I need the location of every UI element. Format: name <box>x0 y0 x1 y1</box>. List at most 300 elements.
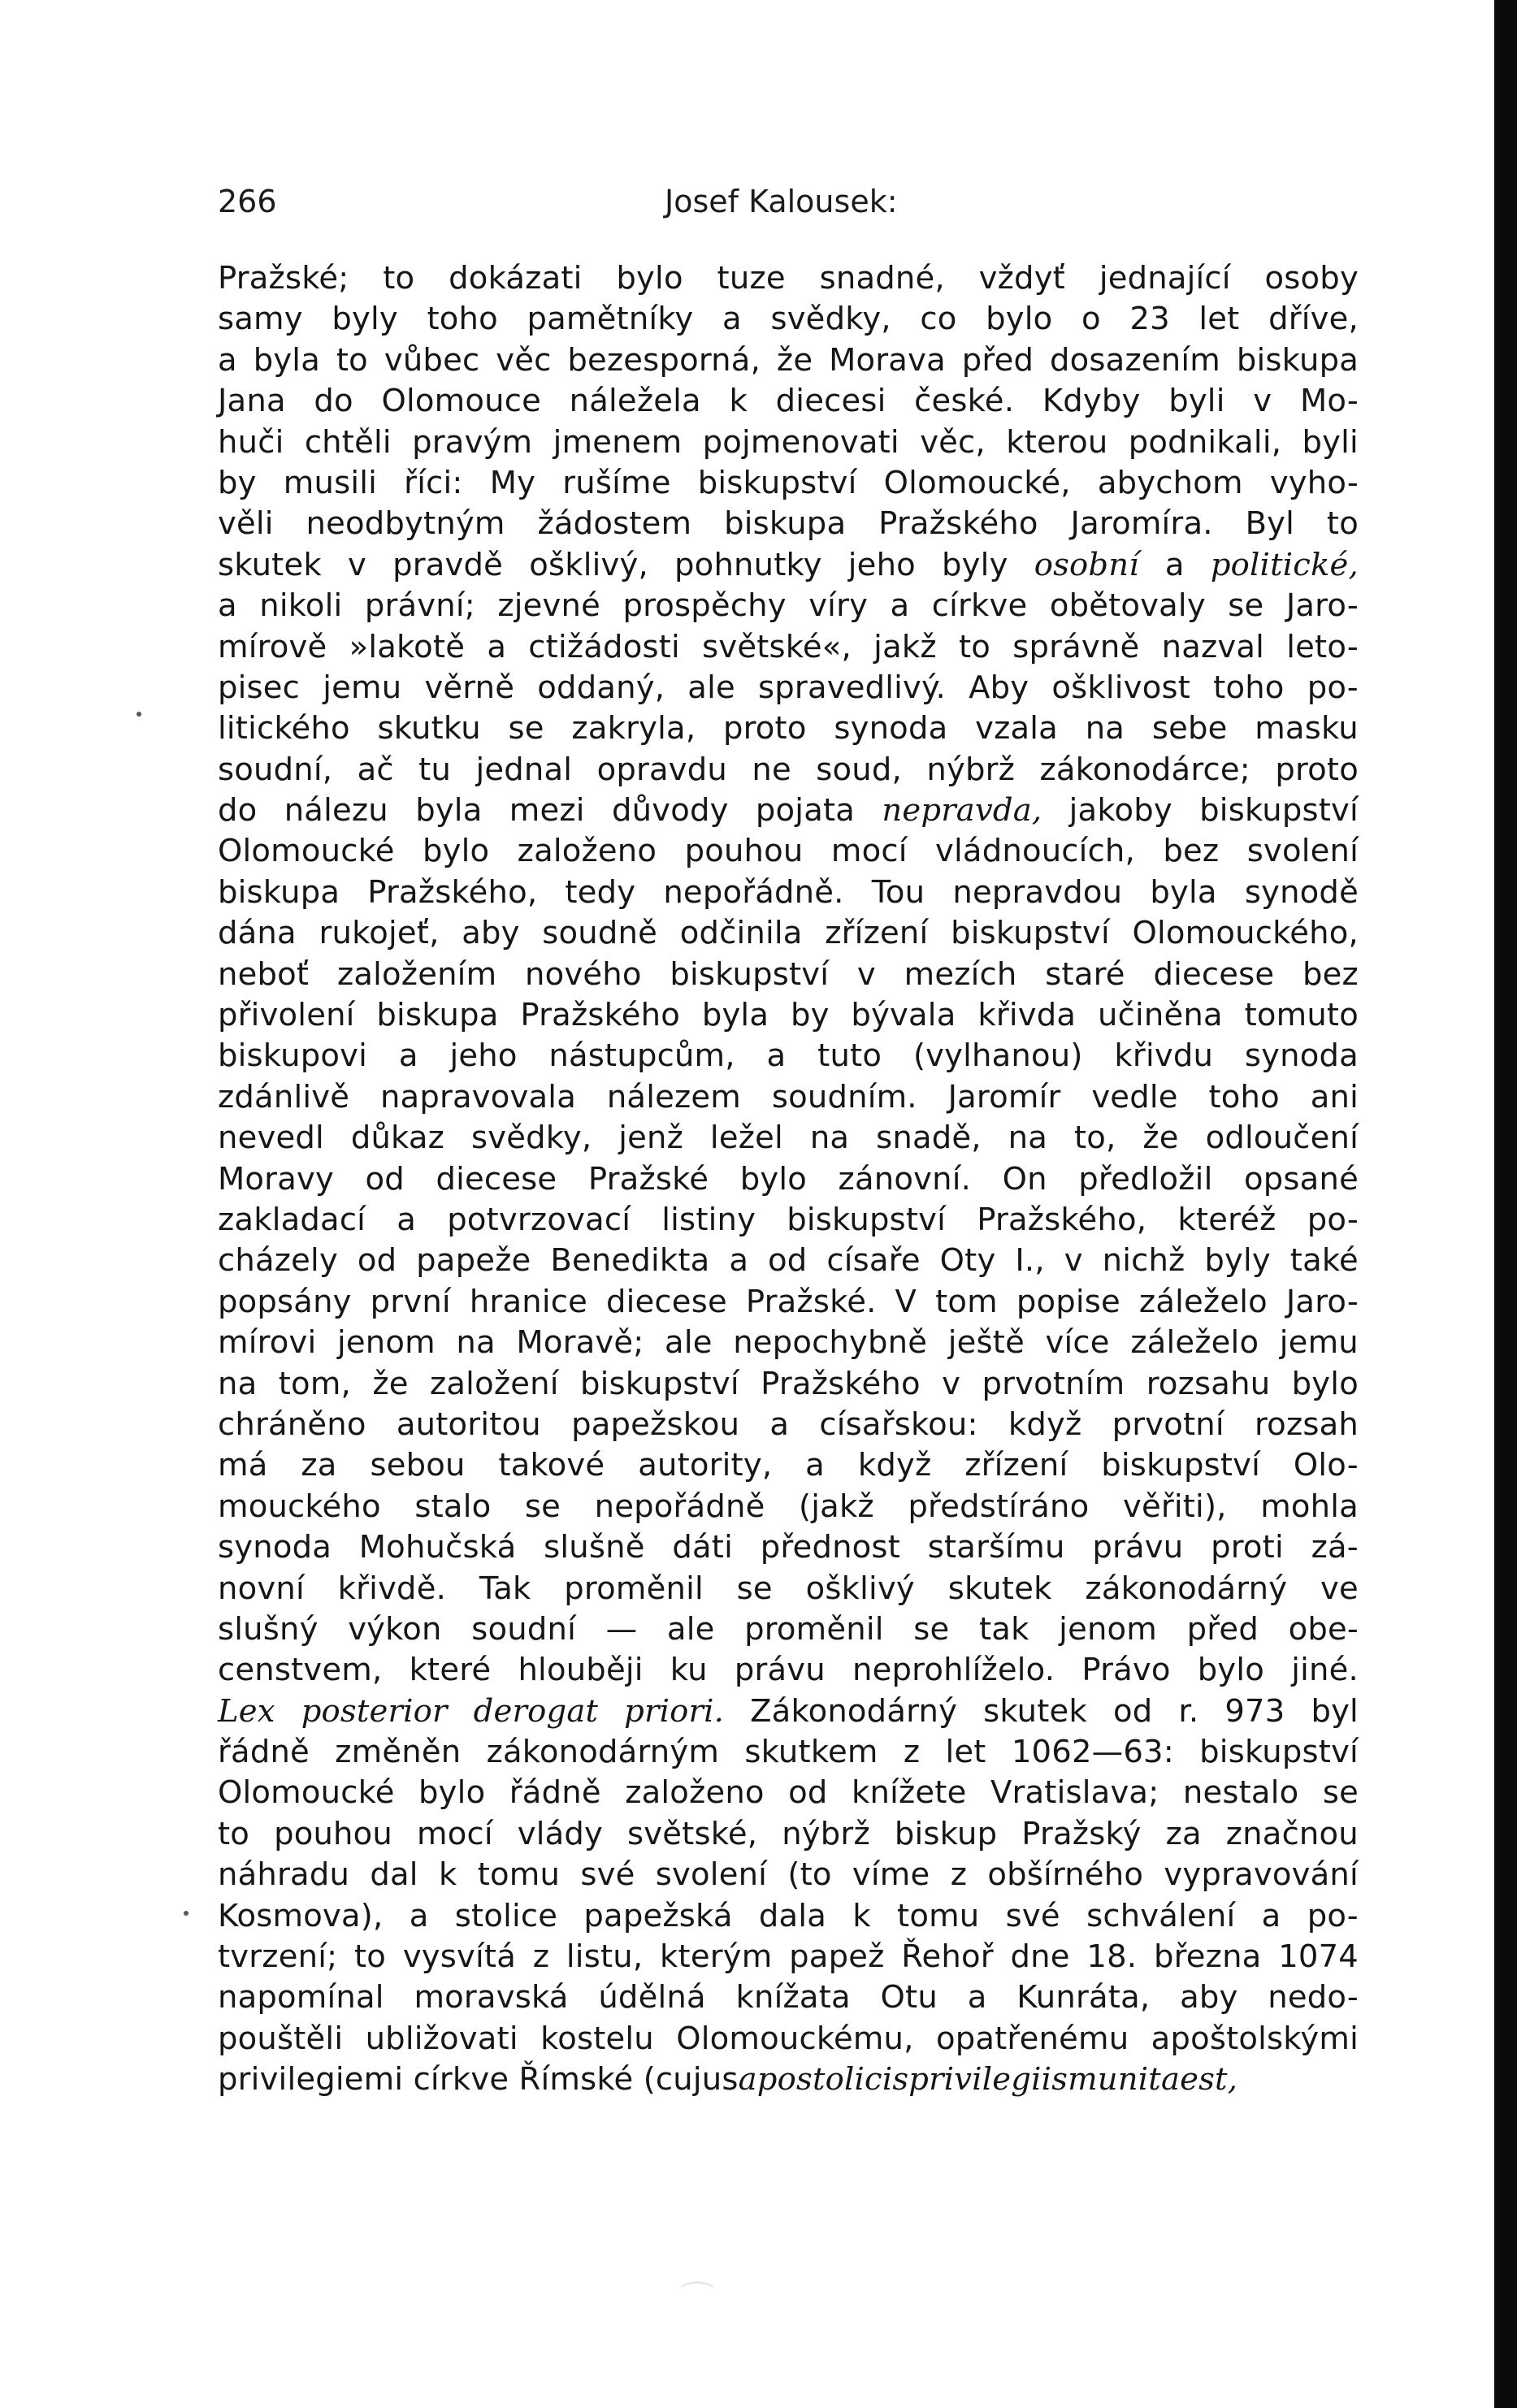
word: to <box>218 1815 250 1852</box>
word: vždyť <box>978 260 1065 297</box>
word: vysvítá <box>402 1938 517 1976</box>
word: soudní, <box>218 751 333 788</box>
word: Právo <box>1081 1652 1171 1689</box>
word: jmenem <box>553 423 683 461</box>
text-line <box>218 1487 1359 1527</box>
word: opatřenému <box>935 2020 1129 2057</box>
word: 23 <box>1129 301 1170 338</box>
word: české. <box>914 383 1015 420</box>
word: spravedlivý. <box>758 669 946 706</box>
word: zakryla, <box>571 710 696 747</box>
word: »lakotě <box>349 628 466 665</box>
word: když <box>857 1447 932 1484</box>
word: správně <box>1012 628 1140 665</box>
word: pamětníky <box>527 301 694 338</box>
text-line <box>218 463 1359 504</box>
italic-word: Lex <box>218 1692 275 1730</box>
word: a <box>398 1037 418 1075</box>
text-line <box>218 627 1359 668</box>
word: výkon <box>348 1610 442 1648</box>
word: v <box>856 955 876 993</box>
word: pravdě <box>392 546 504 583</box>
word: má <box>218 1447 268 1484</box>
word: byla <box>701 997 769 1034</box>
word: biskup <box>894 1815 998 1852</box>
word: neodbytným <box>306 505 505 543</box>
word: obšírného <box>987 1856 1144 1894</box>
word: a <box>890 587 910 625</box>
word: pohnutky <box>674 546 822 583</box>
word: pouhou <box>274 1815 393 1852</box>
word: popsány <box>218 1283 352 1320</box>
word: Olomoucké <box>218 1774 395 1812</box>
word: rušíme <box>562 464 671 501</box>
italic-word: politické, <box>1210 546 1359 583</box>
word: bývala <box>851 997 956 1034</box>
word: abychom <box>1097 464 1243 501</box>
word: a <box>769 1405 790 1443</box>
word: Olo- <box>1293 1447 1359 1484</box>
word: ale <box>665 1324 713 1362</box>
word: Pražského, <box>367 873 538 911</box>
word: osoby <box>1264 260 1359 297</box>
word: tedy <box>565 873 636 911</box>
text-line <box>218 1732 1359 1773</box>
word: Římské <box>518 2061 634 2098</box>
word: se <box>508 710 544 747</box>
word: Benedikta <box>550 1242 710 1280</box>
word: tu <box>418 751 452 788</box>
word: Pražský <box>1021 1815 1142 1852</box>
word: tuze <box>717 260 786 297</box>
margin-mark <box>137 712 141 717</box>
word: to <box>354 1938 387 1976</box>
word: nevedl <box>218 1120 324 1157</box>
word: byla <box>1150 873 1217 911</box>
word: jakž <box>873 628 937 665</box>
word: byly <box>332 301 398 338</box>
word: zákonodárce; <box>1039 751 1250 788</box>
word: jemu <box>323 669 402 706</box>
word: a <box>1261 1897 1281 1934</box>
word: Olomouckého, <box>1132 915 1359 952</box>
word: že <box>776 341 813 379</box>
word: to <box>383 260 415 297</box>
page-smudge <box>679 2281 715 2302</box>
word: biskupství <box>1101 1447 1261 1484</box>
word: rukojeť, <box>319 915 440 952</box>
word: vzala <box>975 710 1058 747</box>
word: odloučení <box>1205 1120 1359 1157</box>
word: toho <box>1208 1078 1280 1115</box>
word: Mohučská <box>358 1529 517 1566</box>
word: Tak <box>479 1570 531 1607</box>
word: značnou <box>1225 1815 1359 1852</box>
word: a <box>397 1201 417 1238</box>
word: že <box>1142 1120 1179 1157</box>
word: se <box>1228 587 1264 625</box>
word: svědky, <box>470 1120 592 1157</box>
word: ošklivý, <box>529 546 648 583</box>
word: věřiti), <box>1122 1488 1227 1525</box>
word: dokázati <box>449 260 583 297</box>
word: synodě <box>1244 873 1359 911</box>
word: ač <box>357 751 394 788</box>
word: a <box>1164 546 1185 583</box>
word: neprohlíželo. <box>852 1652 1055 1689</box>
word: proměnil <box>744 1610 884 1648</box>
word: 18. <box>1086 1938 1138 1976</box>
word: císařskou: <box>819 1405 978 1443</box>
word: by <box>218 464 257 501</box>
word: ku <box>670 1652 708 1689</box>
word: záleželo <box>1130 1324 1259 1362</box>
word: zřízení <box>964 1447 1068 1484</box>
word: V <box>895 1283 917 1320</box>
word: biskupa <box>724 505 847 543</box>
word: synoda <box>1244 1037 1359 1075</box>
word: byli <box>1302 423 1359 461</box>
word: Pražské. <box>745 1283 877 1320</box>
word: schválení <box>1086 1897 1236 1934</box>
word: bez <box>1163 833 1220 870</box>
word: císaře <box>826 1242 921 1280</box>
word: biskupství <box>580 1365 739 1402</box>
word: Mo- <box>1299 383 1359 420</box>
word: do <box>314 383 353 420</box>
word: bylo <box>418 1774 486 1812</box>
word: diecesi <box>775 383 886 420</box>
word: bylo <box>1291 1365 1359 1402</box>
word: stolice <box>454 1897 558 1934</box>
word: bylo <box>422 833 490 870</box>
word: a <box>967 1979 987 2016</box>
text-line <box>218 504 1359 544</box>
word: právu <box>734 1652 826 1689</box>
word: v <box>1253 383 1272 420</box>
scan-border-tick <box>1505 15 1517 19</box>
word: předstíráno <box>908 1488 1090 1525</box>
text-line <box>218 750 1359 790</box>
word: staršímu <box>927 1529 1065 1566</box>
word: Olomoucké, <box>883 464 1071 501</box>
word: Pražské; <box>218 260 349 297</box>
word: světské«, <box>702 628 852 665</box>
word: z <box>950 1856 968 1894</box>
word: moravská <box>414 1979 569 2016</box>
word: diecese <box>436 1160 557 1198</box>
word: snadě, <box>876 1120 982 1157</box>
word: žádostem <box>537 505 692 543</box>
word: prospěchy <box>622 587 787 625</box>
running-title: Josef Kalousek: <box>665 184 898 219</box>
word: a <box>766 1037 787 1075</box>
word: proti <box>1211 1529 1284 1566</box>
word: od <box>1112 1692 1153 1730</box>
word: to, <box>1073 1120 1116 1157</box>
word: papež <box>789 1938 885 1976</box>
word: obětovaly <box>1049 587 1206 625</box>
word: papežská <box>583 1897 733 1934</box>
word: jemu <box>1279 1324 1359 1362</box>
word: to <box>958 628 991 665</box>
word: biskupství <box>951 915 1110 952</box>
word: synoda <box>218 1529 332 1566</box>
word: zdánlivě <box>218 1078 350 1115</box>
text-line <box>218 299 1359 340</box>
word: Pražského <box>520 997 680 1034</box>
word: snadné, <box>819 260 945 297</box>
word: Morava <box>829 341 946 379</box>
word: nazval <box>1161 628 1265 665</box>
word: na <box>456 1324 496 1362</box>
word: byly <box>1204 1242 1271 1280</box>
word: a <box>729 1242 749 1280</box>
word: nepochybně <box>733 1324 928 1362</box>
word: věc <box>496 341 552 379</box>
word: prvotní <box>1112 1405 1224 1443</box>
word: popise <box>1016 1283 1120 1320</box>
word: dáti <box>672 1529 733 1566</box>
word: nestalo <box>1182 1774 1299 1812</box>
word: založeno <box>625 1774 765 1812</box>
word: nálezu <box>284 792 388 829</box>
word: křivdu <box>1114 1037 1214 1075</box>
text-line <box>218 668 1359 708</box>
word: Pražského <box>761 1365 921 1402</box>
word: pisec <box>218 669 301 706</box>
word: toho <box>1213 669 1285 706</box>
word: (to <box>787 1856 832 1894</box>
word: (vylhanou) <box>912 1037 1083 1075</box>
word: nedo- <box>1268 1979 1359 2016</box>
word: jenom <box>337 1324 436 1362</box>
word: Jaro- <box>1285 1283 1359 1320</box>
word: Olomoucké <box>218 833 395 870</box>
text-line <box>218 1855 1359 1895</box>
word: vládnoucích, <box>935 833 1135 870</box>
word: věli <box>218 505 274 543</box>
word: se <box>913 1610 950 1648</box>
word: musili <box>283 464 378 501</box>
word: biskupství <box>697 464 857 501</box>
word: vypravování <box>1164 1856 1359 1894</box>
text-line <box>218 1445 1359 1486</box>
word: aby <box>1180 1979 1238 2016</box>
word: kteréž <box>1177 1201 1276 1238</box>
word: pouštěli <box>218 2020 344 2057</box>
word: první <box>370 1283 451 1320</box>
word: byly <box>942 546 1008 583</box>
word: samy <box>218 301 303 338</box>
word: oddaný, <box>537 669 665 706</box>
word: hranice <box>469 1283 588 1320</box>
body-text <box>218 258 1359 2101</box>
word: nikoli <box>259 587 343 625</box>
word: náhradu <box>218 1856 350 1894</box>
word: listu, <box>566 1938 644 1976</box>
word: více <box>1045 1324 1110 1362</box>
word: v <box>347 546 366 583</box>
word: vůbec <box>384 341 480 379</box>
word: vyho- <box>1269 464 1359 501</box>
word: proto <box>1275 751 1359 788</box>
word: křivda <box>977 997 1077 1034</box>
word: ještě <box>947 1324 1025 1362</box>
word: založením <box>336 955 497 993</box>
word: pravým <box>412 423 533 461</box>
word: ubližovati <box>365 2020 518 2057</box>
word: jednal <box>475 751 573 788</box>
word: dne <box>1010 1938 1070 1976</box>
word: pojmenovati <box>702 423 899 461</box>
word: Kosmova), <box>218 1897 384 1934</box>
word: Zákonodárný <box>750 1692 958 1730</box>
word: právu <box>1092 1529 1184 1566</box>
word: bylo <box>739 1160 807 1198</box>
word: učiněna <box>1098 997 1223 1034</box>
word: nepravdou <box>952 873 1123 911</box>
italic-word: derogat <box>473 1692 599 1730</box>
word: diecese <box>1153 955 1275 993</box>
text-line <box>218 955 1359 995</box>
word: ani <box>1310 1078 1359 1115</box>
word: kterým <box>660 1938 773 1976</box>
text-line <box>218 258 1359 299</box>
word: byli <box>1168 383 1225 420</box>
text-line <box>218 1364 1359 1405</box>
word: to <box>336 341 368 379</box>
word: byl <box>1311 1692 1359 1730</box>
word: censtvem, <box>218 1652 383 1689</box>
text-line <box>218 831 1359 872</box>
word: před <box>961 341 1034 379</box>
word: po- <box>1307 1897 1359 1934</box>
word: biskupa <box>1236 341 1359 379</box>
text-line <box>218 1036 1359 1076</box>
word: (cujus <box>643 2061 739 2098</box>
word: přivolení <box>218 997 355 1034</box>
word: říci: <box>404 464 463 501</box>
text-line <box>218 1609 1359 1650</box>
word: byla <box>253 341 320 379</box>
word: dříve, <box>1268 301 1359 338</box>
word: řádně <box>218 1734 310 1771</box>
word: soud, <box>816 751 902 788</box>
word: knížete <box>852 1774 967 1812</box>
word: skutek <box>983 1692 1087 1730</box>
italic-word: nepravda, <box>882 792 1042 829</box>
word: jeho <box>449 1037 518 1075</box>
word: věrně <box>424 669 515 706</box>
word: a <box>722 301 742 338</box>
word: byla <box>415 792 483 829</box>
scan-border <box>1494 0 1517 2408</box>
word: neboť <box>218 955 310 993</box>
text-line <box>218 1650 1359 1691</box>
word: v <box>1064 1242 1083 1280</box>
word: kterou <box>1006 423 1108 461</box>
word: změněn <box>335 1734 462 1771</box>
word: pouhou <box>684 833 804 870</box>
word: zřízení <box>825 915 929 952</box>
word: záleželo <box>1138 1283 1268 1320</box>
word: také <box>1289 1242 1359 1280</box>
word: do <box>218 792 258 829</box>
word: jenom <box>1059 1610 1158 1648</box>
word: k <box>852 1897 871 1934</box>
word: novní <box>218 1570 305 1607</box>
word: Tou <box>871 873 925 911</box>
word: tomu <box>897 1897 980 1934</box>
word: Pražského, <box>977 1201 1147 1238</box>
word: z <box>532 1938 550 1976</box>
text-line <box>218 1282 1359 1323</box>
text-line <box>218 1241 1359 1281</box>
word: bylo <box>1197 1652 1265 1689</box>
word: to <box>1326 505 1359 543</box>
word: svědky, <box>770 301 891 338</box>
text-line <box>218 422 1359 463</box>
word: Kdyby <box>1042 383 1141 420</box>
word: od <box>365 1160 405 1198</box>
word: tomuto <box>1244 997 1359 1034</box>
word: dosazením <box>1050 341 1220 379</box>
text-line <box>218 381 1359 422</box>
word: soudně <box>542 915 658 952</box>
text-line <box>218 1200 1359 1241</box>
word: důkaz <box>350 1120 445 1157</box>
word: na <box>809 1120 850 1157</box>
word: mezi <box>509 792 585 829</box>
word: a <box>218 341 237 379</box>
word: My <box>489 464 536 501</box>
text-line <box>218 586 1359 626</box>
word: slušně <box>544 1529 645 1566</box>
word: Pražské <box>587 1160 709 1198</box>
word: o <box>1081 301 1101 338</box>
word: hlouběji <box>518 1652 644 1689</box>
word: Aby <box>969 669 1029 706</box>
word: zá- <box>1311 1529 1359 1566</box>
word: věc, <box>920 423 986 461</box>
word: rozsah <box>1255 1405 1359 1443</box>
text-line <box>218 708 1359 749</box>
word: slušný <box>218 1610 319 1648</box>
italic-word: posterior <box>301 1692 448 1730</box>
word: knížata <box>735 1979 851 2016</box>
word: jednající <box>1099 260 1231 297</box>
word: na <box>1008 1120 1048 1157</box>
word: bez <box>1302 955 1359 993</box>
word: 1062—63: <box>1011 1734 1174 1771</box>
word: soudním. <box>771 1078 917 1115</box>
word: opsané <box>1244 1160 1359 1198</box>
text-line <box>218 1405 1359 1445</box>
word: řádně <box>509 1774 601 1812</box>
word: dala <box>758 1897 827 1934</box>
word: za <box>301 1447 337 1484</box>
word: nástupcům, <box>548 1037 735 1075</box>
word: založeno <box>517 833 657 870</box>
word: jeho <box>847 546 916 583</box>
text-line <box>218 1814 1359 1855</box>
word: nálezem <box>606 1078 742 1115</box>
word: víme <box>852 1856 930 1894</box>
word: takové <box>498 1447 605 1484</box>
word: svolení <box>655 1856 768 1894</box>
word: litického <box>218 710 350 747</box>
